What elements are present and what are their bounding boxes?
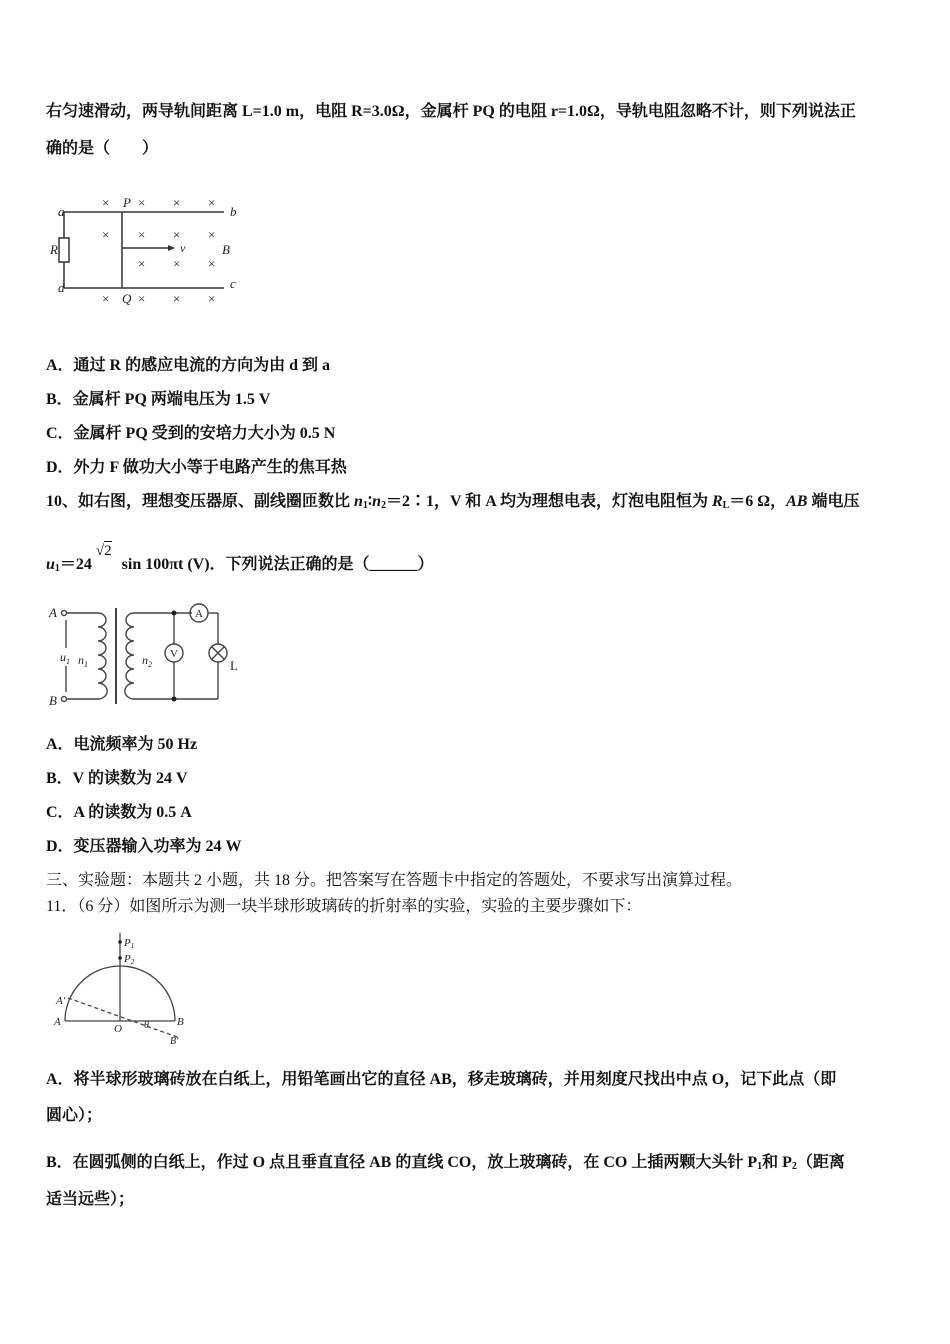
svg-text:×: ×: [102, 227, 110, 242]
svg-text:×: ×: [208, 195, 216, 210]
label-q: Q: [122, 291, 132, 306]
ratio-text: ＝2∶1，V 和 A 均为理想电表，灯泡电阻恒为: [386, 493, 712, 510]
label-b: B: [177, 1016, 184, 1028]
label-c: c: [230, 276, 236, 291]
label-b-prime: B′: [170, 1036, 179, 1046]
q10-text-end: 端电压: [807, 493, 860, 510]
q10-option-c: C．A 的读数为 0.5 A: [46, 804, 192, 821]
svg-text:×: ×: [138, 227, 146, 242]
q9-option-c: C．金属杆 PQ 受到的安培力大小为 0.5 N: [46, 425, 336, 442]
q11-semicircle-figure: [52, 928, 192, 1046]
rl: R: [711, 493, 723, 510]
label-r: R: [50, 242, 58, 257]
q10-stem-line2: [46, 543, 434, 579]
label-n2: $n_2$: [142, 653, 152, 669]
label-p2: P2: [124, 953, 135, 966]
section3-heading: 三、实验题：本题共 2 小题，共 18 分。把答案写在答题卡中指定的答题处，不要求写出演算过程。: [46, 872, 743, 889]
rl-value: ＝6 Ω，: [729, 493, 787, 510]
q9-option-a: A．通过 R 的感应电流的方向为由 d 到 a: [46, 357, 331, 374]
svg-text:×: ×: [138, 291, 146, 306]
label-a: A: [54, 1016, 61, 1028]
u1-sub: 1: [54, 563, 60, 574]
u1: u: [46, 556, 55, 573]
sqrt-2: √ 2: [95, 543, 112, 559]
q10-option-d: D．变压器输入功率为 24 W: [46, 838, 242, 855]
label-theta: θ: [144, 1020, 149, 1031]
voltmeter-label: V: [170, 648, 178, 660]
p1-sub: 1: [757, 1161, 763, 1172]
svg-text:×: ×: [173, 291, 181, 306]
q10-transformer-figure: [46, 598, 246, 713]
u1-eq: ＝24: [59, 556, 92, 573]
label-a-prime: A′: [56, 995, 66, 1007]
q9-stem-line1: 右匀速滑动，两导轨间距离 L=1.0 m，电阻 R=3.0Ω，金属杆 PQ 的电阻 r=1.0Ω，导轨电阻忽略不计，则下列说法正: [46, 103, 856, 120]
ab: AB: [786, 493, 808, 510]
svg-text:×: ×: [173, 227, 181, 242]
q10-option-b: B．V 的读数为 24 V: [46, 770, 188, 787]
q10-stem-line1: [46, 492, 859, 516]
label-p1: P1: [124, 937, 135, 950]
terminal-a: A: [49, 605, 57, 620]
q11-step-b-line1: [46, 1153, 845, 1177]
step-b-end: （距离: [796, 1154, 845, 1171]
p2-sub: 2: [791, 1161, 797, 1172]
rl-sub: L: [722, 500, 730, 511]
q11-step-b-line2: 适当远些）；: [46, 1191, 135, 1208]
n2-sub: 2: [381, 500, 386, 511]
label-b: b: [230, 204, 237, 219]
svg-text:×: ×: [208, 227, 216, 242]
q9-stem-line2: 确的是（ ）: [46, 140, 159, 157]
n2: n: [372, 493, 381, 510]
q10-text: 10、如右图，理想变压器原、副线圈匝数比: [46, 493, 355, 510]
ammeter-label: A: [195, 608, 203, 620]
q11-stem: 11．（6 分）如图所示为测一块半球形玻璃砖的折射率的实验，实验的主要步骤如下：: [46, 898, 642, 915]
label-v: v: [180, 241, 186, 255]
label-a: a: [58, 204, 65, 219]
label-p: P: [123, 195, 131, 210]
ratio-sep: ∶: [367, 493, 373, 510]
n1: n: [354, 493, 363, 510]
label-d: d: [58, 280, 65, 295]
q9-option-b: B．金属杆 PQ 两端电压为 1.5 V: [46, 391, 271, 408]
svg-text:×: ×: [208, 256, 216, 271]
label-n1: $n_1$: [78, 653, 88, 669]
label-field-b: B: [222, 242, 230, 257]
svg-text:×: ×: [138, 195, 146, 210]
svg-text:×: ×: [173, 195, 181, 210]
svg-text:×: ×: [102, 195, 110, 210]
q11-step-a-line1: A．将半球形玻璃砖放在白纸上，用铅笔画出它的直径 AB，移走玻璃砖，并用刻度尺找出中点 O，记下此点（即: [46, 1071, 837, 1088]
q9-option-d: D．外力 F 做功大小等于电路产生的焦耳热: [46, 459, 347, 476]
label-u1: $u_1$: [60, 650, 70, 666]
svg-text:×: ×: [102, 291, 110, 306]
q9-rail-circuit-figure: [46, 190, 246, 310]
q11-step-a-line2: 圆心）；: [46, 1107, 103, 1124]
terminal-b: B: [49, 693, 57, 708]
svg-text:×: ×: [208, 291, 216, 306]
step-b-text: B．在圆弧侧的白纸上，作过 O 点且垂直直径 AB 的直线 CO，放上玻璃砖，在 CO 上插两颗大头针 P: [46, 1154, 758, 1171]
label-o: O: [114, 1023, 122, 1035]
q10-text-2: sin 100πt (V)．下列说法正确的是（______）: [117, 556, 434, 573]
sqrt-num: 2: [104, 543, 112, 559]
q10-option-a: A．电流频率为 50 Hz: [46, 736, 198, 753]
lamp-label: L: [230, 658, 238, 673]
n1-sub: 1: [362, 500, 368, 511]
svg-text:×: ×: [138, 256, 146, 271]
svg-text:×: ×: [173, 256, 181, 271]
step-b-mid: 和 P: [762, 1154, 792, 1171]
